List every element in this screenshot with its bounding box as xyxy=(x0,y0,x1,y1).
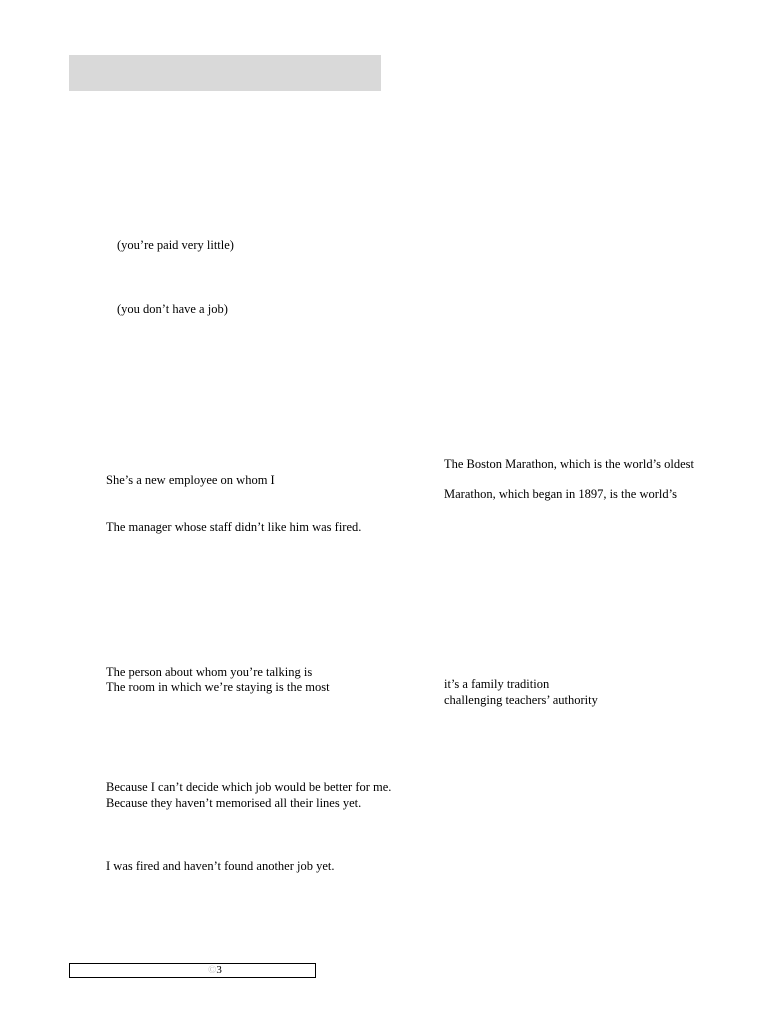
boston-marathon-line-1: The Boston Marathon, which is the world’s oldest xyxy=(444,457,694,471)
header-bar xyxy=(69,55,381,91)
boston-marathon-line-2: Marathon, which began in 1897, is the world’s xyxy=(444,487,677,501)
fired-sentence: I was fired and haven’t found another job yet. xyxy=(106,859,335,873)
page-mark: 3 xyxy=(216,964,222,976)
cant-decide-sentence: Because I can’t decide which job would be better for me. xyxy=(106,780,392,794)
copyright-symbol: © xyxy=(208,964,217,976)
room-staying-sentence: The room in which we’re staying is the most xyxy=(106,680,330,694)
note-no-job: (you don’t have a job) xyxy=(117,302,228,316)
person-talking-sentence: The person about whom you’re talking is xyxy=(106,665,313,679)
manager-sentence: The manager whose staff didn’t like him was fired. xyxy=(106,520,362,534)
footer-copyright xyxy=(208,964,222,977)
new-employee-sentence: She’s a new employee on whom I xyxy=(106,473,275,487)
memorised-sentence: Because they haven’t memorised all their lines yet. xyxy=(106,796,362,810)
challenging-authority-text: challenging teachers’ authority xyxy=(444,693,598,707)
footer-box xyxy=(69,963,316,978)
family-tradition-text: it’s a family tradition xyxy=(444,677,550,691)
note-paid-little: (you’re paid very little) xyxy=(117,238,234,252)
